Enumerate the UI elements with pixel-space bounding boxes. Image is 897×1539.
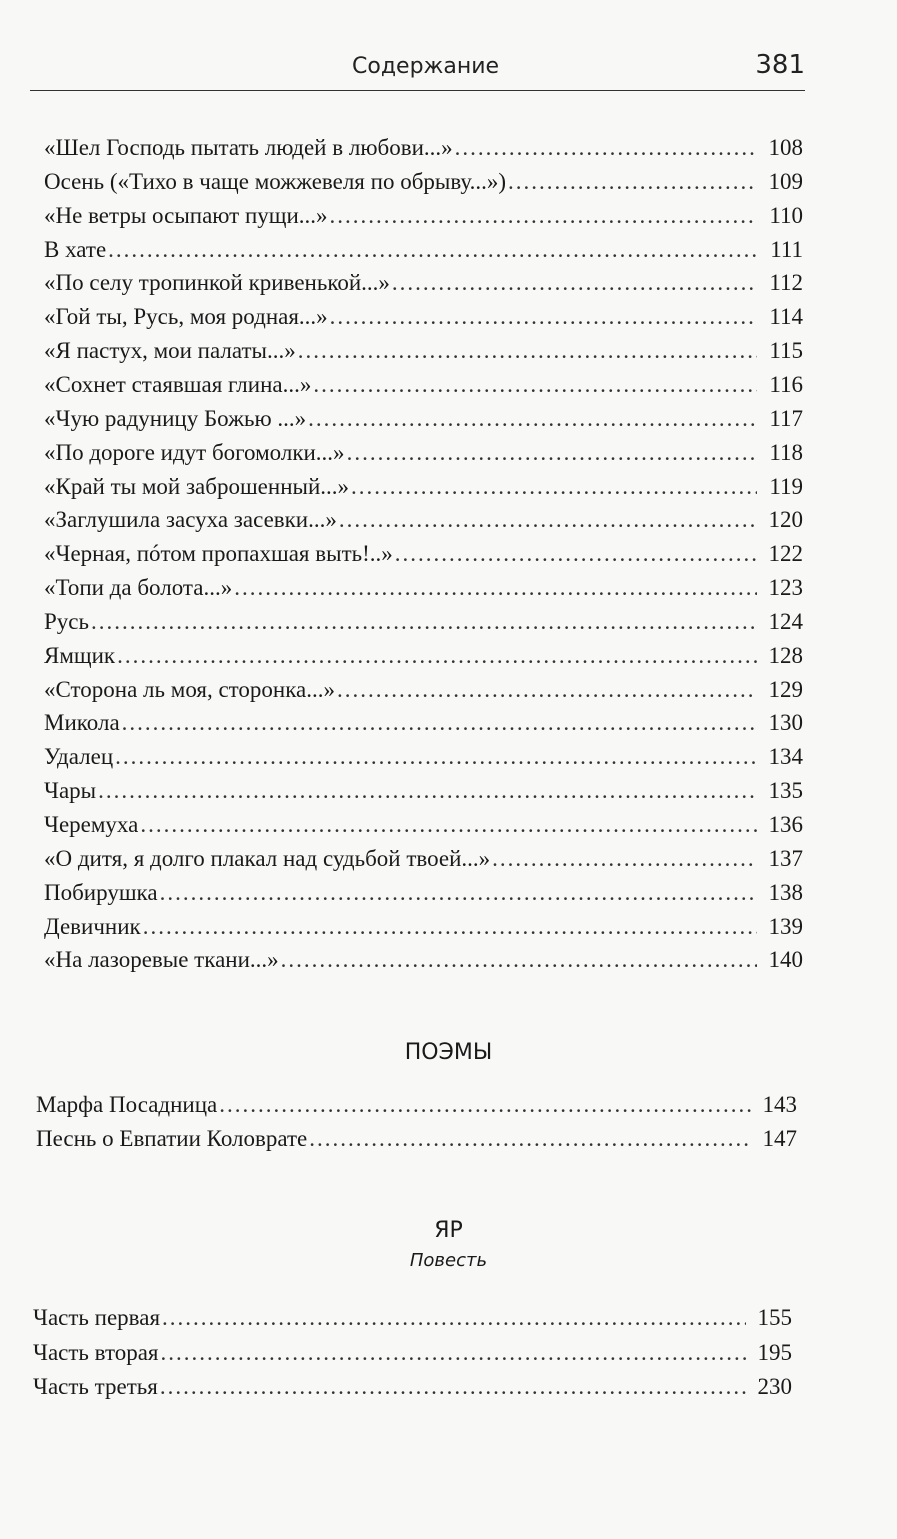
section-subheading: Повесть: [409, 1250, 488, 1271]
toc-entry-page: 139: [768, 913, 803, 939]
toc-entry-title: «На лазоревые ткани...»: [44, 947, 279, 973]
toc-leader-dots: [330, 301, 757, 333]
toc-entry: [44, 369, 803, 401]
toc-entry-page: 137: [768, 845, 803, 871]
toc-entry-title: Русь: [44, 608, 89, 634]
toc-entry: [44, 166, 803, 198]
toc-entry: [44, 674, 803, 706]
toc-entry-title: Девичник: [44, 913, 141, 939]
toc-entry-page: 230: [757, 1374, 792, 1399]
toc-entry: [33, 1302, 792, 1334]
toc-entry-title: Черемуха: [44, 812, 139, 837]
toc-entry: [44, 775, 803, 807]
toc-entry-page: 119: [769, 473, 803, 499]
toc-entry: [33, 1337, 792, 1369]
toc-entry-title: Песнь о Евпатии Коловрате: [36, 1125, 308, 1151]
toc-leader-dots: [219, 1089, 751, 1121]
toc-entry: [44, 911, 803, 943]
toc-entry: [33, 1371, 792, 1403]
toc-entry-page: 122: [768, 541, 803, 567]
toc-leader-dots: [108, 234, 757, 266]
toc-entry-title: «Не ветры осыпают пущи...»: [44, 202, 328, 228]
toc-leader-dots: [122, 707, 757, 739]
toc-leader-dots: [91, 606, 757, 638]
toc-entry-title: Марфа Посадница: [36, 1092, 218, 1117]
toc-entry-title: В хате: [44, 236, 107, 262]
toc-leader-dots: [143, 911, 757, 943]
toc-entry-title: Осень («Тихо в чаще можжевеля по обрыву...»): [44, 168, 507, 194]
toc-entry: [44, 572, 803, 604]
toc-entry-title: Чары: [44, 778, 97, 804]
toc-entry-page: 116: [769, 371, 803, 397]
toc-entry-title: «Заглушила засуха засевки...»: [44, 507, 337, 533]
toc-entry-page: 123: [768, 575, 803, 601]
toc-leader-dots: [162, 1302, 746, 1334]
toc-entry-title: «Сторона ль моя, сторонка...»: [44, 676, 336, 702]
toc-entry-page: 134: [768, 744, 803, 770]
toc-entry: [44, 234, 803, 266]
toc-entry-page: 109: [768, 168, 803, 194]
toc-entry: [44, 741, 803, 773]
toc-leader-dots: [330, 200, 757, 232]
toc-entry-title: «Топи да болота...»: [44, 575, 233, 601]
toc-leader-dots: [281, 944, 757, 976]
toc-entry-page: 147: [762, 1125, 797, 1151]
toc-entry-title: «По селу тропинкой кривенькой...»: [44, 270, 390, 296]
toc-entry-page: 136: [768, 812, 803, 837]
toc-entry-page: 112: [769, 270, 803, 296]
toc-entry: [36, 1089, 797, 1121]
toc-leader-dots: [347, 437, 757, 469]
section-heading: ПОЭМЫ: [404, 1040, 493, 1065]
toc-leader-dots: [492, 843, 757, 875]
toc-leader-dots: [160, 1371, 746, 1403]
toc-entry-page: 111: [770, 236, 803, 262]
toc-leader-dots: [309, 1123, 751, 1155]
toc-entry-title: «Черная, пóтом пропахшая выть!..»: [44, 541, 393, 567]
toc-entry-page: 117: [769, 405, 803, 431]
toc-leader-dots: [117, 640, 757, 672]
toc-entry-page: 114: [769, 304, 803, 330]
toc-entry-title: Часть третья: [33, 1374, 158, 1399]
toc-leader-dots: [508, 166, 757, 198]
toc-entry-title: «Гой ты, Русь, моя родная...»: [44, 304, 328, 330]
toc-entry-page: 130: [768, 710, 803, 736]
toc-leader-dots: [392, 267, 757, 299]
toc-entry-title: «Шел Господь пытать людей в любови...»: [44, 135, 453, 160]
toc-leader-dots: [395, 538, 757, 570]
toc-entry: [44, 606, 803, 638]
toc-entry: [44, 504, 803, 536]
toc-entry: [44, 335, 803, 367]
toc-leader-dots: [115, 741, 757, 773]
toc-leader-dots: [455, 132, 757, 164]
toc-entry: [44, 809, 803, 841]
toc-leader-dots: [313, 369, 757, 401]
toc-entry-title: «Край ты мой заброшенный...»: [44, 473, 350, 499]
toc-entry-page: 108: [768, 135, 803, 160]
toc-entry-page: 129: [768, 676, 803, 702]
toc-entry: [44, 877, 803, 909]
toc-leader-dots: [339, 504, 757, 536]
toc-entry-page: 143: [762, 1092, 797, 1117]
toc-entry-title: Микола: [44, 710, 120, 736]
toc-entry-title: «Сохнет стаявшая глина...»: [44, 371, 312, 397]
toc-leader-dots: [140, 809, 757, 841]
toc-entry-page: 138: [768, 879, 803, 905]
section-heading: ЯР: [434, 1218, 463, 1243]
toc-entry-title: Побирушка: [44, 879, 158, 905]
toc-entry: [44, 267, 803, 299]
header-title: Содержание: [352, 54, 500, 79]
toc-entry-page: 135: [768, 778, 803, 804]
toc-entry-title: Удалец: [44, 744, 114, 770]
toc-leader-dots: [160, 1337, 746, 1369]
toc-entry-title: Часть вторая: [33, 1339, 159, 1365]
toc-entry: [44, 301, 803, 333]
toc-entry: [44, 437, 803, 469]
toc-entry: [44, 403, 803, 435]
toc-entry-page: 118: [769, 439, 803, 465]
toc-entry: [44, 471, 803, 503]
toc-entry: [44, 132, 803, 164]
toc-entry-page: 124: [768, 608, 803, 634]
toc-entry-page: 120: [768, 507, 803, 533]
toc-entry-title: «По дороге идут богомолки...»: [44, 439, 345, 465]
toc-entry: [44, 707, 803, 739]
toc-leader-dots: [98, 775, 757, 807]
toc-entry-page: 155: [757, 1305, 792, 1330]
toc-entry-page: 115: [769, 338, 803, 364]
toc-entry: [44, 843, 803, 875]
toc-entry-page: 128: [768, 642, 803, 668]
toc-leader-dots: [160, 877, 757, 909]
toc-entry-title: Часть первая: [33, 1305, 161, 1330]
toc-entry-page: 110: [769, 202, 803, 228]
toc-leader-dots: [351, 471, 757, 503]
toc-entry: [44, 640, 803, 672]
toc-entry-title: «Чую радуницу Божью ...»: [44, 405, 307, 431]
toc-entry-page: 195: [757, 1339, 792, 1365]
toc-leader-dots: [234, 572, 757, 604]
toc-entry-title: «О дитя, я долго плакал над судьбой твоей...»: [44, 845, 491, 871]
toc-entry-title: Ямщик: [44, 642, 116, 668]
toc-leader-dots: [298, 335, 757, 367]
toc-entry-title: «Я пастух, мои палаты...»: [44, 338, 296, 364]
header-page-number: 381: [755, 50, 805, 80]
toc-entry: [44, 538, 803, 570]
toc-entry: [36, 1123, 797, 1155]
toc-leader-dots: [337, 674, 757, 706]
toc-leader-dots: [308, 403, 757, 435]
toc-entry: [44, 944, 803, 976]
toc-entry-page: 140: [768, 947, 803, 973]
running-header: [30, 48, 805, 91]
toc-entry: [44, 200, 803, 232]
